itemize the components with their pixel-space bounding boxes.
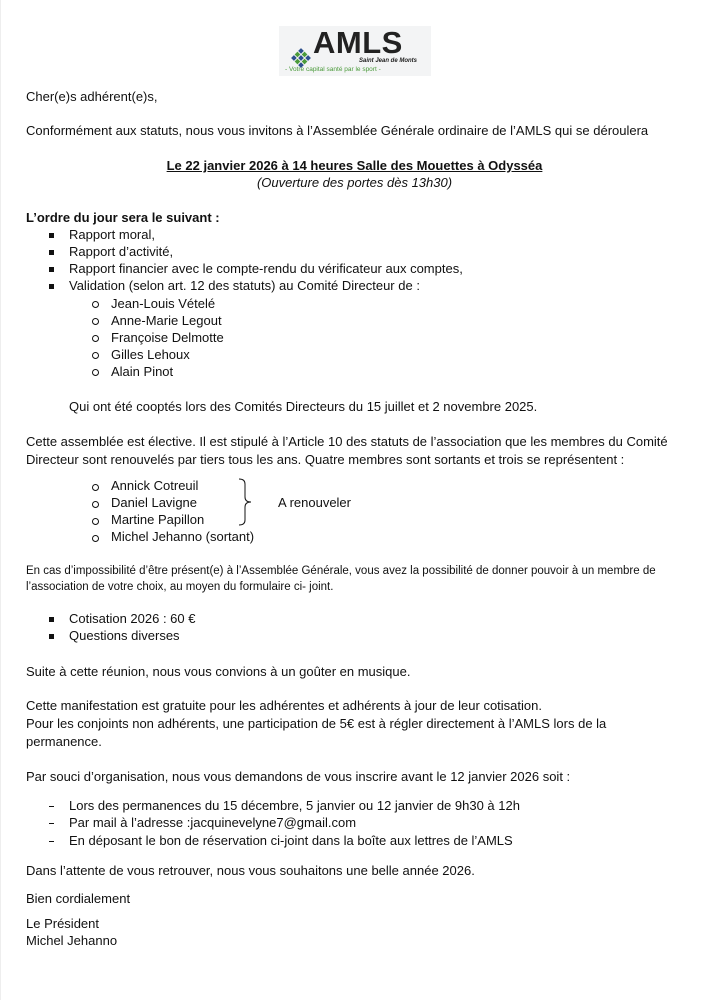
proxy-paragraph-line1: En cas d’impossibilité d’être présent(e) à l’Assemblée Générale, vous avez la possibilité de donner pouvoir à un membre de (26, 565, 656, 577)
agenda-item: Rapport d’activité, (69, 244, 174, 259)
registration-option: En déposant le bon de réservation ci-joint dans la boîte aux lettres de l’AMLS (69, 833, 513, 848)
square-bullet-icon (49, 250, 54, 255)
free-event-line: Cette manifestation est gratuite pour les adhérentes et adhérents à jour de leur cotisation. (26, 698, 542, 713)
circle-bullet-icon (92, 369, 99, 376)
spouse-fee-line1: Pour les conjoints non adhérents, une participation de 5€ est à régler directement à l’AMLS lors de la (26, 716, 607, 731)
elective-paragraph-line1: Cette assemblée est élective. Il est stipulé à l’Article 10 des statuts de l’association que les membres du Comité (26, 434, 668, 449)
agenda-item: Rapport moral, (69, 227, 155, 242)
after-meeting-paragraph: Suite à cette réunion, nous vous convions à un goûter en musique. (26, 664, 411, 679)
registration-intro: Par souci d’organisation, nous vous demandons de vous inscrire avant le 12 janvier 2026 soit : (26, 769, 571, 784)
dash-bullet-icon (49, 823, 54, 824)
signer-name: Michel Jehanno (26, 933, 118, 948)
membership-fee-item: Cotisation 2026 : 60 € (69, 611, 196, 626)
spouse-fee-line2: permanence. (26, 734, 102, 749)
circle-bullet-icon (92, 301, 99, 308)
right-brace-icon (237, 478, 257, 526)
dash-bullet-icon (49, 841, 54, 842)
logo-subtitle: Saint Jean de Monts (359, 58, 418, 64)
member-name: Anne-Marie Legout (111, 313, 222, 328)
signer-title: Le Président (26, 916, 99, 931)
logo-tagline: - Votre capital santé par le sport - (285, 66, 381, 73)
amls-logo (279, 26, 431, 76)
doors-opening-time: (Ouverture des portes dès 13h30) (256, 175, 453, 190)
circle-bullet-icon (92, 501, 99, 508)
circle-bullet-icon (92, 518, 99, 525)
member-name: Annick Cotreuil (111, 478, 199, 493)
elective-paragraph-line2: Directeur sont renouvelés par tiers tous les ans. Quatre membres sont sortants et trois se représentent : (26, 452, 625, 467)
member-name: Gilles Lehoux (111, 347, 190, 362)
closing-wish: Dans l’attente de vous retrouver, nous vous souhaitons une belle année 2026. (26, 863, 475, 878)
renew-label: A renouveler (278, 495, 351, 510)
circle-bullet-icon (92, 484, 99, 491)
square-bullet-icon (49, 634, 54, 639)
member-name: Jean-Louis Vételé (111, 296, 216, 311)
member-name: Alain Pinot (111, 364, 174, 379)
proxy-paragraph-line2: l’association de votre choix, au moyen du formulaire ci- joint. (26, 581, 334, 593)
dash-bullet-icon (49, 806, 54, 807)
logo-title: AMLS (313, 25, 403, 60)
square-bullet-icon (49, 233, 54, 238)
agenda-item: Rapport financier avec le compte-rendu du vérificateur aux comptes, (69, 261, 463, 276)
agenda-title: L’ordre du jour sera le suivant : (26, 210, 220, 225)
square-bullet-icon (49, 284, 54, 289)
circle-bullet-icon (92, 335, 99, 342)
circle-bullet-icon (92, 318, 99, 325)
square-bullet-icon (49, 267, 54, 272)
event-date-location: Le 22 janvier 2026 à 14 heures Salle des Mouettes à Odysséa (166, 158, 543, 173)
member-name: Michel Jehanno (sortant) (111, 529, 255, 544)
agenda-item: Validation (selon art. 12 des statuts) au Comité Directeur de : (69, 278, 420, 293)
circle-bullet-icon (92, 535, 99, 542)
coopted-note: Qui ont été cooptés lors des Comités Directeurs du 15 juillet et 2 novembre 2025. (69, 399, 538, 414)
intro-paragraph: Conformément aux statuts, nous vous invitons à l’Assemblée Générale ordinaire de l’AMLS qui se déroulera (26, 123, 649, 138)
member-name: Françoise Delmotte (111, 330, 224, 345)
member-name: Martine Papillon (111, 512, 205, 527)
sign-off: Bien cordialement (26, 891, 131, 906)
member-name: Daniel Lavigne (111, 495, 198, 510)
registration-option: Lors des permanences du 15 décembre, 5 janvier ou 12 janvier de 9h30 à 12h (69, 798, 520, 813)
circle-bullet-icon (92, 352, 99, 359)
misc-questions-item: Questions diverses (69, 628, 180, 643)
registration-option-email: Par mail à l’adresse :jacquinevelyne7@gmail.com (69, 815, 357, 830)
square-bullet-icon (49, 617, 54, 622)
greeting: Cher(e)s adhérent(e)s, (26, 89, 158, 104)
